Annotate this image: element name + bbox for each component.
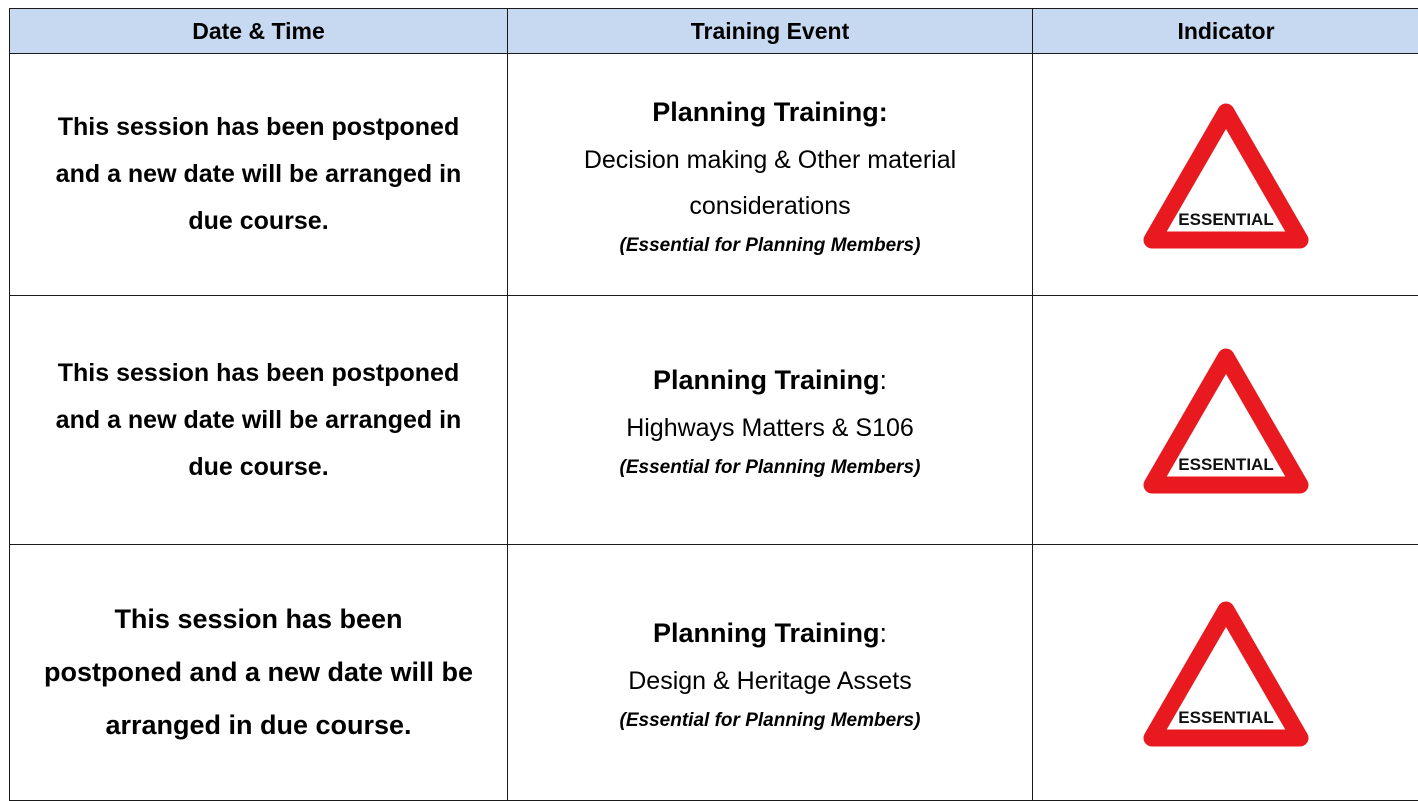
event-topic: Highways Matters & S106 bbox=[530, 405, 1010, 451]
header-indicator: Indicator bbox=[1033, 9, 1418, 54]
event-title-suffix: : bbox=[880, 618, 888, 648]
training-event-cell bbox=[508, 545, 1033, 801]
session-status-text: This session has been postponed and a new date will be arranged in due course. bbox=[44, 593, 474, 752]
indicator-label: ESSENTIAL bbox=[1178, 455, 1273, 474]
date-time-cell bbox=[10, 545, 508, 801]
event-title-text: Planning Training bbox=[653, 618, 880, 648]
event-topic: Design & Heritage Assets bbox=[530, 658, 1010, 704]
event-note: (Essential for Planning Members) bbox=[508, 451, 1032, 485]
table-row bbox=[10, 296, 1418, 545]
warning-triangle-icon bbox=[1142, 100, 1310, 250]
indicator-label: ESSENTIAL bbox=[1178, 708, 1273, 727]
training-schedule-table bbox=[9, 8, 1418, 801]
indicator-cell bbox=[1033, 54, 1418, 296]
date-time-cell bbox=[10, 54, 508, 296]
event-title-text: Planning Training: bbox=[652, 97, 888, 127]
header-training-event: Training Event bbox=[508, 9, 1033, 54]
event-title-suffix: : bbox=[880, 365, 888, 395]
session-status-text: This session has been postponed and a new date will be arranged in due course. bbox=[39, 104, 479, 245]
event-topic: Decision making & Other material considerations bbox=[530, 137, 1010, 229]
table-row bbox=[10, 54, 1418, 296]
event-note: (Essential for Planning Members) bbox=[508, 229, 1032, 263]
session-status-text: This session has been postponed and a new date will be arranged in due course. bbox=[39, 350, 479, 491]
table-row bbox=[10, 545, 1418, 801]
indicator-cell bbox=[1033, 296, 1418, 545]
table-header-row bbox=[10, 9, 1418, 54]
warning-triangle-icon bbox=[1142, 345, 1310, 495]
event-title bbox=[508, 87, 1032, 137]
event-title-text: Planning Training bbox=[653, 365, 880, 395]
date-time-cell bbox=[10, 296, 508, 545]
header-date-time: Date & Time bbox=[10, 9, 508, 54]
event-note: (Essential for Planning Members) bbox=[508, 704, 1032, 738]
event-title bbox=[508, 355, 1032, 405]
training-event-cell bbox=[508, 296, 1033, 545]
indicator-cell bbox=[1033, 545, 1418, 801]
indicator-label: ESSENTIAL bbox=[1178, 210, 1273, 229]
event-title bbox=[508, 608, 1032, 658]
training-event-cell bbox=[508, 54, 1033, 296]
warning-triangle-icon bbox=[1142, 598, 1310, 748]
